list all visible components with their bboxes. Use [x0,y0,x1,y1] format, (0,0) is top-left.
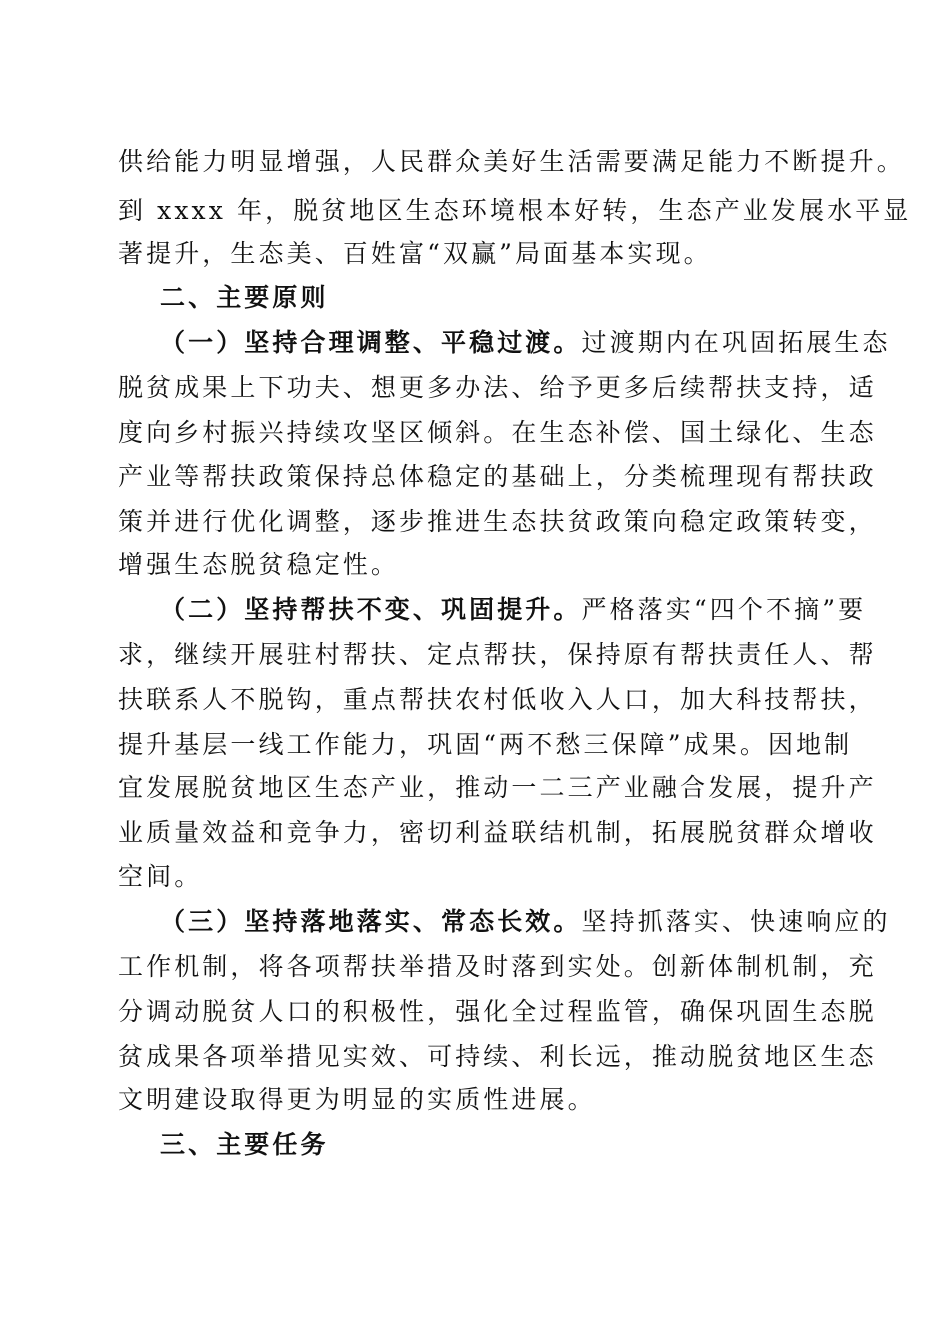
principle-2-first-line [160,595,866,625]
section-heading-tasks: 三、主要任务 [160,1130,329,1159]
principle-3-line-4: 贫成果各项举措见实效、可持续、利长远，推动脱贫地区生态 [118,1042,877,1071]
intro-line-2: 到 xxxx 年，脱贫地区生态环境根本好转，生态产业发展水平显 [118,196,912,225]
principle-2-line-7: 空间。 [118,862,203,891]
principle-2-line-2: 求，继续开展驻村帮扶、定点帮扶，保持原有帮扶责任人、帮 [118,640,877,669]
principle-1-line-6: 增强生态脱贫稳定性。 [118,550,400,579]
principle-3-line-3: 分调动脱贫人口的积极性，强化全过程监管，确保巩固生态脱 [118,997,877,1026]
principle-3-first-text: 坚持抓落实、快速响应的 [581,907,891,936]
principle-2-line-4: 提升基层一线工作能力，巩固“两不愁三保障”成果。因地制 [118,730,853,759]
intro-line-3: 著提升，生态美、百姓富“双赢”局面基本实现。 [118,239,712,268]
principle-3-line-5: 文明建设取得更为明显的实质性进展。 [118,1085,596,1114]
principle-1-line-4: 产业等帮扶政策保持总体稳定的基础上，分类梳理现有帮扶政 [118,462,877,491]
principle-2-first-text: 严格落实“四个不摘”要 [581,595,867,624]
principle-2-title: （二）坚持帮扶不变、巩固提升。 [160,595,582,624]
principle-1-line-3: 度向乡村振兴持续攻坚区倾斜。在生态补偿、国土绿化、生态 [118,418,877,447]
principle-2-line-6: 业质量效益和竞争力，密切利益联结机制，拓展脱贫群众增收 [118,818,877,847]
principle-1-first-line [160,328,891,358]
section-heading-principles: 二、主要原则 [160,283,329,312]
intro-line-1: 供给能力明显增强，人民群众美好生活需要满足能力不断提升。 [118,147,905,176]
principle-1-line-5: 策并进行优化调整，逐步推进生态扶贫政策向稳定政策转变， [118,507,877,536]
principle-3-first-line [160,907,891,937]
principle-1-line-2: 脱贫成果上下功夫、想更多办法、给予更多后续帮扶支持，适 [118,373,877,402]
principle-3-line-2: 工作机制，将各项帮扶举措及时落到实处。创新体制机制，充 [118,952,877,981]
principle-2-line-3: 扶联系人不脱钩，重点帮扶农村低收入人口，加大科技帮扶， [118,685,877,714]
principle-1-title: （一）坚持合理调整、平稳过渡。 [160,328,582,357]
principle-1-first-text: 过渡期内在巩固拓展生态 [581,328,891,357]
principle-3-title: （三）坚持落地落实、常态长效。 [160,907,582,936]
principle-2-line-5: 宜发展脱贫地区生态产业，推动一二三产业融合发展，提升产 [118,773,877,802]
